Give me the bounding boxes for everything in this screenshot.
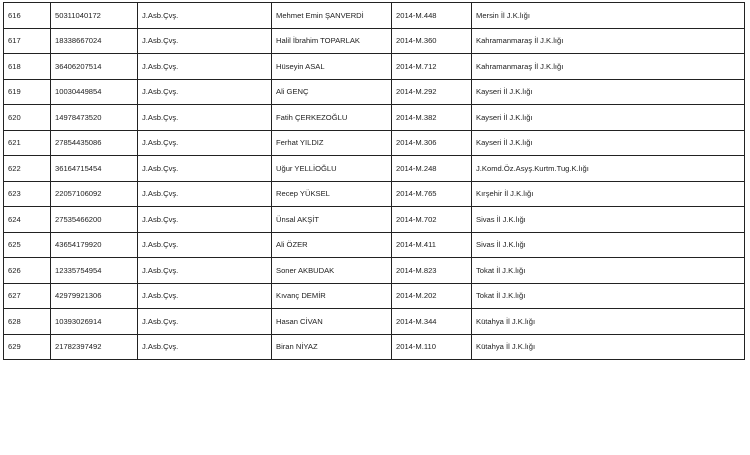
table-row bbox=[4, 181, 745, 207]
table-row bbox=[4, 334, 745, 360]
table-row bbox=[4, 54, 745, 80]
unit-cell: Sivas İl J.K.lığı bbox=[472, 207, 745, 233]
rank-cell: J.Asb.Çvş. bbox=[138, 258, 272, 284]
rank-cell: J.Asb.Çvş. bbox=[138, 334, 272, 360]
unit-cell: Mersin İl J.K.lığı bbox=[472, 3, 745, 29]
id-number-cell: 27535466200 bbox=[51, 207, 138, 233]
table-row bbox=[4, 105, 745, 131]
row-number-cell: 617 bbox=[4, 28, 51, 54]
name-cell: Ali GENÇ bbox=[272, 79, 392, 105]
id-number-cell: 22057106092 bbox=[51, 181, 138, 207]
row-number-cell: 626 bbox=[4, 258, 51, 284]
id-number-cell: 18338667024 bbox=[51, 28, 138, 54]
row-number-cell: 625 bbox=[4, 232, 51, 258]
table-row bbox=[4, 156, 745, 182]
rank-cell: J.Asb.Çvş. bbox=[138, 105, 272, 131]
id-number-cell: 12335754954 bbox=[51, 258, 138, 284]
table-row bbox=[4, 207, 745, 233]
unit-cell: Sivas İl J.K.lığı bbox=[472, 232, 745, 258]
name-cell: Mehmet Emin ŞANVERDİ bbox=[272, 3, 392, 29]
id-number-cell: 10393026914 bbox=[51, 309, 138, 335]
id-number-cell: 36164715454 bbox=[51, 156, 138, 182]
registry-number-cell: 2014-M.411 bbox=[392, 232, 472, 258]
id-number-cell: 50311040172 bbox=[51, 3, 138, 29]
rank-cell: J.Asb.Çvş. bbox=[138, 28, 272, 54]
unit-cell: Kayseri İl J.K.lığı bbox=[472, 105, 745, 131]
row-number-cell: 619 bbox=[4, 79, 51, 105]
registry-number-cell: 2014-M.712 bbox=[392, 54, 472, 80]
personnel-table bbox=[3, 2, 745, 360]
unit-cell: Tokat İl J.K.lığı bbox=[472, 283, 745, 309]
registry-number-cell: 2014-M.382 bbox=[392, 105, 472, 131]
row-number-cell: 620 bbox=[4, 105, 51, 131]
table-row bbox=[4, 258, 745, 284]
rank-cell: J.Asb.Çvş. bbox=[138, 207, 272, 233]
row-number-cell: 629 bbox=[4, 334, 51, 360]
unit-cell: Kütahya İl J.K.lığı bbox=[472, 309, 745, 335]
unit-cell: Kayseri İl J.K.lığı bbox=[472, 130, 745, 156]
unit-cell: Kahramanmaraş İl J.K.lığı bbox=[472, 54, 745, 80]
rank-cell: J.Asb.Çvş. bbox=[138, 156, 272, 182]
name-cell: Ali ÖZER bbox=[272, 232, 392, 258]
table-body bbox=[4, 3, 745, 360]
table-row bbox=[4, 283, 745, 309]
name-cell: Ferhat YILDIZ bbox=[272, 130, 392, 156]
row-number-cell: 627 bbox=[4, 283, 51, 309]
registry-number-cell: 2014-M.306 bbox=[392, 130, 472, 156]
registry-number-cell: 2014-M.448 bbox=[392, 3, 472, 29]
id-number-cell: 10030449854 bbox=[51, 79, 138, 105]
rank-cell: J.Asb.Çvş. bbox=[138, 54, 272, 80]
unit-cell: Kayseri İl J.K.lığı bbox=[472, 79, 745, 105]
unit-cell: Kütahya İl J.K.lığı bbox=[472, 334, 745, 360]
registry-number-cell: 2014-M.360 bbox=[392, 28, 472, 54]
registry-number-cell: 2014-M.248 bbox=[392, 156, 472, 182]
table-row bbox=[4, 79, 745, 105]
name-cell: Soner AKBUDAK bbox=[272, 258, 392, 284]
rank-cell: J.Asb.Çvş. bbox=[138, 130, 272, 156]
rank-cell: J.Asb.Çvş. bbox=[138, 283, 272, 309]
row-number-cell: 621 bbox=[4, 130, 51, 156]
table-row bbox=[4, 28, 745, 54]
id-number-cell: 43654179920 bbox=[51, 232, 138, 258]
rank-cell: J.Asb.Çvş. bbox=[138, 309, 272, 335]
name-cell: Halil İbrahim TOPARLAK bbox=[272, 28, 392, 54]
table-row bbox=[4, 130, 745, 156]
unit-cell: Kırşehir İl J.K.lığı bbox=[472, 181, 745, 207]
name-cell: Hasan CİVAN bbox=[272, 309, 392, 335]
unit-cell: Tokat İl J.K.lığı bbox=[472, 258, 745, 284]
registry-number-cell: 2014-M.292 bbox=[392, 79, 472, 105]
row-number-cell: 618 bbox=[4, 54, 51, 80]
rank-cell: J.Asb.Çvş. bbox=[138, 181, 272, 207]
rank-cell: J.Asb.Çvş. bbox=[138, 232, 272, 258]
name-cell: Recep YÜKSEL bbox=[272, 181, 392, 207]
unit-cell: Kahramanmaraş İl J.K.lığı bbox=[472, 28, 745, 54]
id-number-cell: 14978473520 bbox=[51, 105, 138, 131]
registry-number-cell: 2014-M.202 bbox=[392, 283, 472, 309]
name-cell: Fatih ÇERKEZOĞLU bbox=[272, 105, 392, 131]
registry-number-cell: 2014-M.823 bbox=[392, 258, 472, 284]
row-number-cell: 616 bbox=[4, 3, 51, 29]
name-cell: Kıvanç DEMİR bbox=[272, 283, 392, 309]
registry-number-cell: 2014-M.765 bbox=[392, 181, 472, 207]
id-number-cell: 21782397492 bbox=[51, 334, 138, 360]
id-number-cell: 36406207514 bbox=[51, 54, 138, 80]
row-number-cell: 624 bbox=[4, 207, 51, 233]
registry-number-cell: 2014-M.702 bbox=[392, 207, 472, 233]
table-row bbox=[4, 309, 745, 335]
row-number-cell: 622 bbox=[4, 156, 51, 182]
name-cell: Biran NİYAZ bbox=[272, 334, 392, 360]
unit-cell: J.Komd.Öz.Asyş.Kurtm.Tug.K.lığı bbox=[472, 156, 745, 182]
registry-number-cell: 2014-M.110 bbox=[392, 334, 472, 360]
table-row bbox=[4, 232, 745, 258]
name-cell: Ünsal AKŞİT bbox=[272, 207, 392, 233]
row-number-cell: 623 bbox=[4, 181, 51, 207]
name-cell: Uğur YELLİOĞLU bbox=[272, 156, 392, 182]
table-row bbox=[4, 3, 745, 29]
rank-cell: J.Asb.Çvş. bbox=[138, 79, 272, 105]
name-cell: Hüseyin ASAL bbox=[272, 54, 392, 80]
registry-number-cell: 2014-M.344 bbox=[392, 309, 472, 335]
row-number-cell: 628 bbox=[4, 309, 51, 335]
id-number-cell: 42979921306 bbox=[51, 283, 138, 309]
rank-cell: J.Asb.Çvş. bbox=[138, 3, 272, 29]
id-number-cell: 27854435086 bbox=[51, 130, 138, 156]
